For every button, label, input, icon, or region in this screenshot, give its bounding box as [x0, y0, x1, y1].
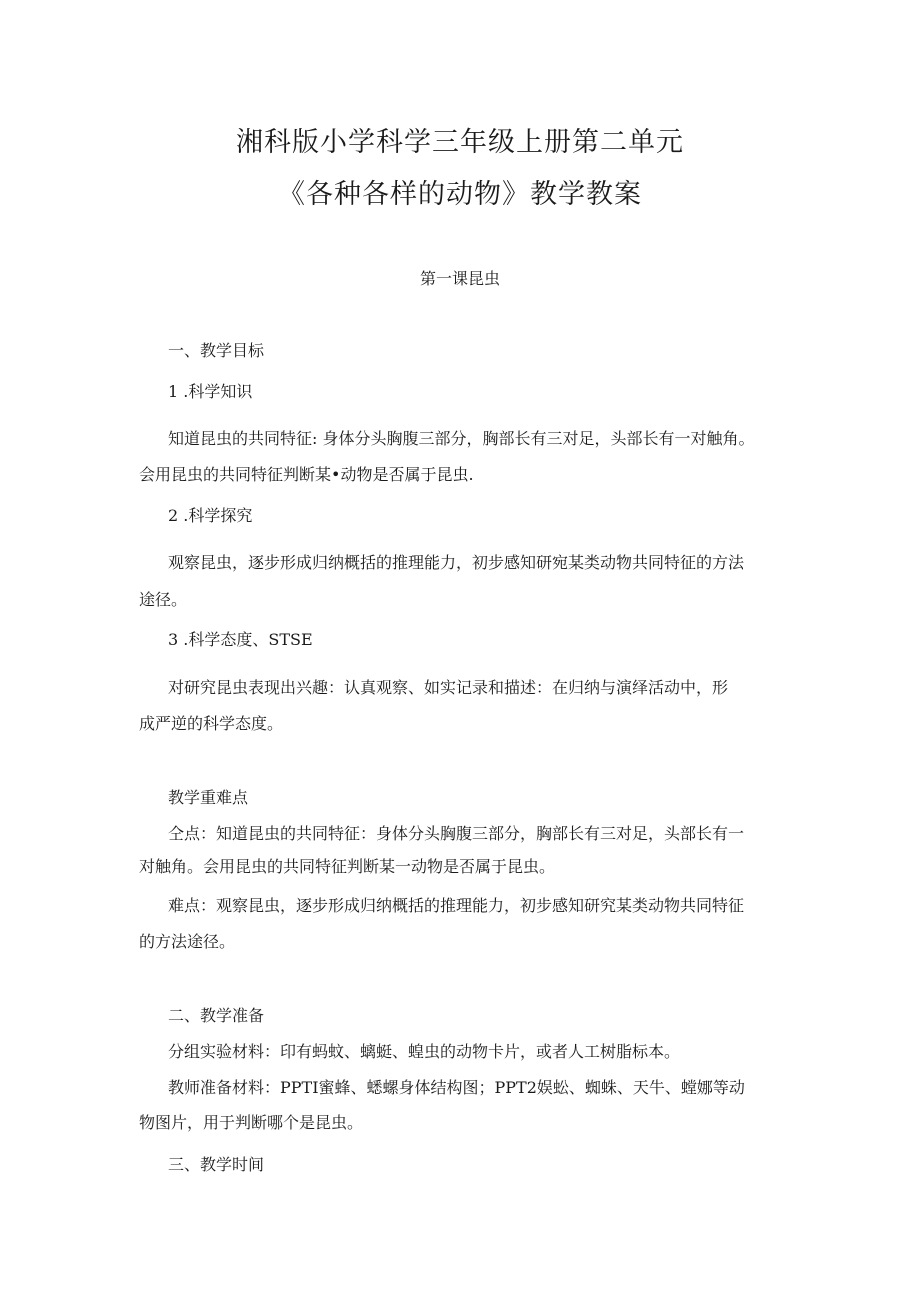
paragraph-line: 对研究昆虫表现出兴趣：认真观察、如实记录和描述：在归纳与演绎活动中，形: [168, 678, 729, 697]
subheading-attitude: 3 .科学态度、STSE: [168, 630, 313, 649]
section-heading-time: 三、教学时间: [168, 1155, 265, 1174]
paragraph-line: 对触角。会用昆虫的共同特征判断某一动物是否属于昆虫。: [139, 857, 556, 876]
paragraph-line: 观察昆虫，逐步形成归纳概括的推理能力，初步感知研宛某类动物共同特征的方法: [168, 553, 745, 572]
paragraph-line: 仝点：知道昆虫的共同特征：身体分头胸腹三部分，胸部长有三对足，头部长有一: [168, 824, 745, 843]
paragraph-line: 知道昆虫的共同特征: 身体分头胸腹三部分，胸部长有三对足，头部长有一对触角。: [168, 429, 755, 448]
paragraph-line: 教师准备材料：PPTI蜜蜂、蟋螺身体结构图；PPT2娱蚣、蜘蛛、天牛、螳娜等动: [168, 1078, 745, 1097]
paragraph-line: 难点：观察昆虫，逐步形成归纳概括的推理能力，初步感知研究某类动物共同特征: [168, 896, 745, 915]
section-heading-key-points: 教学重难点: [168, 788, 249, 807]
section-heading-preparation: 二、教学准备: [168, 1006, 265, 1025]
section-heading-objectives: 一、教学目标: [168, 341, 265, 360]
subheading-knowledge: 1 .科学知识: [168, 382, 253, 401]
document-title-line-2: 《各种各样的动物》教学教案: [278, 179, 642, 210]
paragraph-line: 会用昆虫的共同特征判断某•动物是否属于昆虫.: [139, 465, 474, 484]
paragraph-line: 途径。: [139, 590, 188, 609]
document-title-line-1: 湘科版小学科学三年级上册第二单元: [236, 127, 684, 158]
paragraph-line: 的方法途径。: [139, 932, 236, 951]
paragraph-line: 物图片，用于判断哪个是昆虫。: [139, 1113, 364, 1132]
paragraph-line: 成严逆的科学态度。: [139, 714, 284, 733]
subheading-inquiry: 2 .科学探究: [168, 506, 253, 525]
lesson-title: 第一课昆虫: [419, 269, 500, 288]
paragraph-line: 分组实验材料：印有蚂蚊、螭蜓、蝗虫的动物卡片，或者人工树脂标本。: [168, 1042, 681, 1061]
